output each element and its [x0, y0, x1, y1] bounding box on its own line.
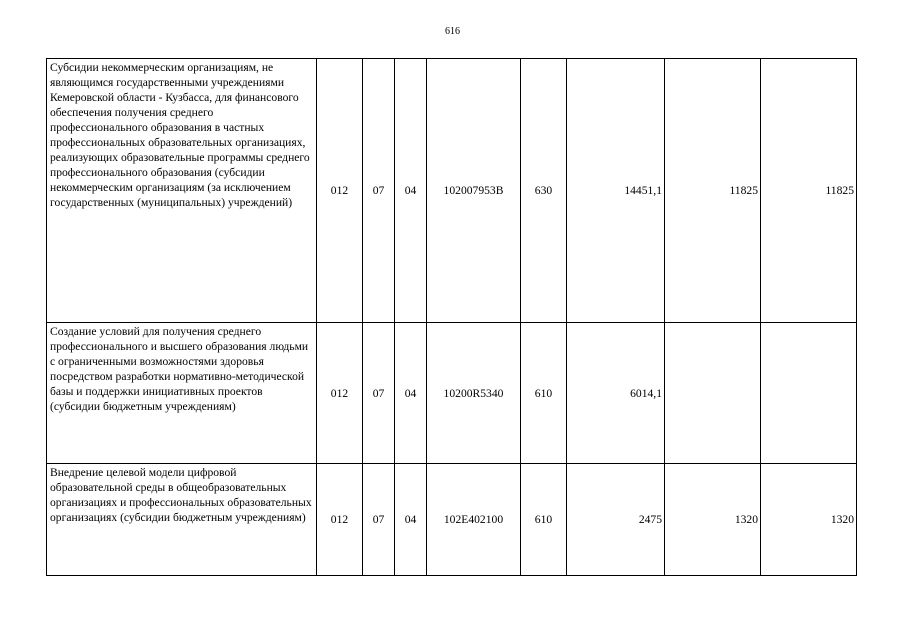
cell-target-article: 102007953В	[427, 59, 521, 323]
cell-description: Субсидии некоммерческим организациям, не являющимся государственными учреждениями Кемеровской области - Кузбасса, для финансового обеспечения получения среднего профессионального образования в частных профессиональных образовательных организациях, реализующих образовательные программы среднего профессионального образования (субсидии некоммерческим организациям (за исключением государственных (муниципальных) учреждений)	[47, 59, 317, 323]
cell-section: 07	[363, 59, 395, 323]
cell-description: Создание условий для получения среднего профессионального и высшего образования людьми с ограниченными возможностями здоровья посредством разработки нормативно-методической базы и поддержки инициативных проектов (субсидии бюджетным учреждениям)	[47, 323, 317, 464]
cell-amount-2: 1320	[665, 464, 761, 576]
cell-subsection: 04	[395, 59, 427, 323]
table-row	[47, 59, 857, 323]
cell-amount-1: 2475	[567, 464, 665, 576]
cell-amount-3	[761, 323, 857, 464]
table-row	[47, 323, 857, 464]
cell-amount-2: 11825	[665, 59, 761, 323]
cell-ministry: 012	[317, 464, 363, 576]
cell-subsection: 04	[395, 323, 427, 464]
cell-amount-3: 11825	[761, 59, 857, 323]
cell-ministry: 012	[317, 59, 363, 323]
cell-section: 07	[363, 323, 395, 464]
table-row	[47, 464, 857, 576]
cell-amount-3: 1320	[761, 464, 857, 576]
cell-expense-type: 610	[521, 323, 567, 464]
cell-ministry: 012	[317, 323, 363, 464]
page-number: 616	[445, 26, 460, 37]
cell-expense-type: 610	[521, 464, 567, 576]
cell-subsection: 04	[395, 464, 427, 576]
cell-expense-type: 630	[521, 59, 567, 323]
cell-description: Внедрение целевой модели цифровой образовательной среды в общеобразовательных организациях и профессиональных образовательных организациях (субсидии бюджетным учреждениям)	[47, 464, 317, 576]
cell-amount-2	[665, 323, 761, 464]
cell-section: 07	[363, 464, 395, 576]
cell-amount-1: 6014,1	[567, 323, 665, 464]
cell-target-article: 10200R5340	[427, 323, 521, 464]
cell-amount-1: 14451,1	[567, 59, 665, 323]
cell-target-article: 102Е402100	[427, 464, 521, 576]
budget-table	[46, 58, 857, 576]
